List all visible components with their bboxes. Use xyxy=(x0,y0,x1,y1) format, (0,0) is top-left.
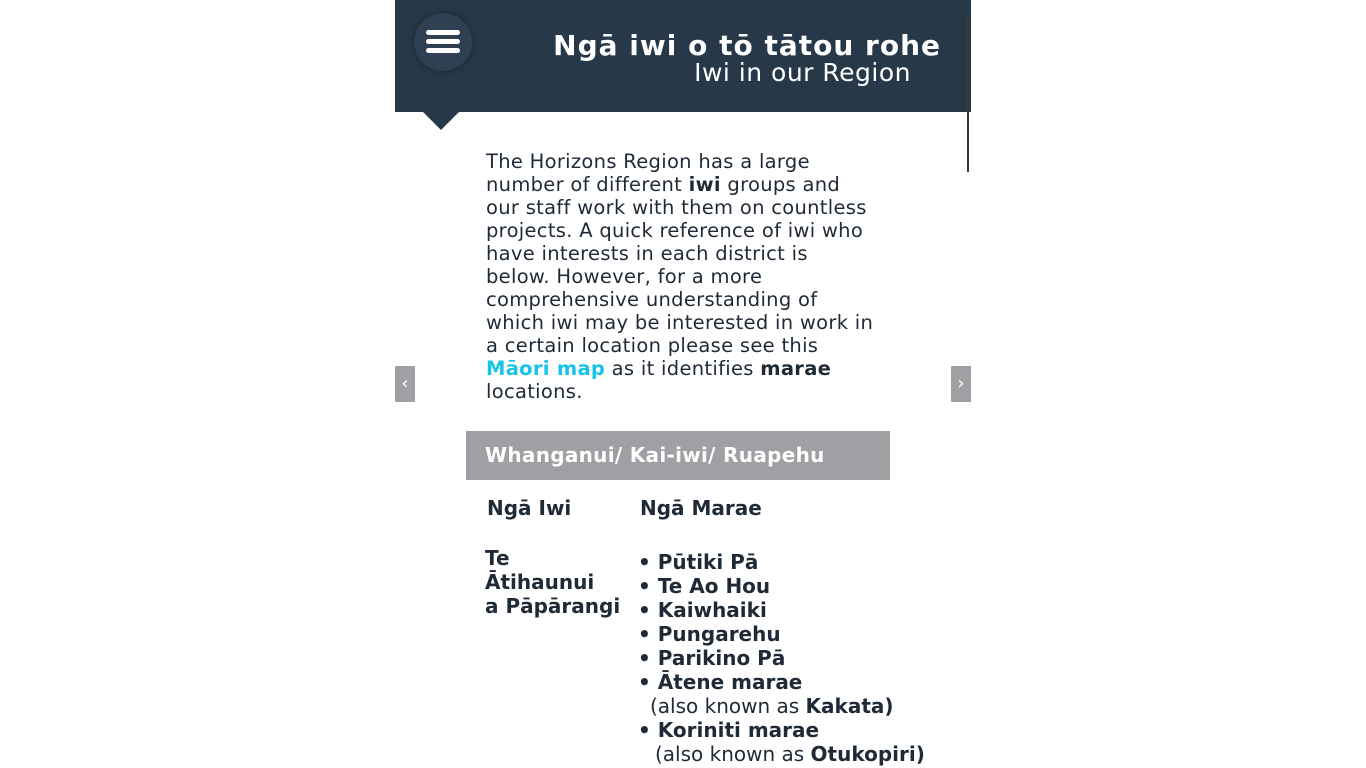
chevron-left-icon: ‹ xyxy=(401,373,409,394)
intro-text: as it identifies xyxy=(605,357,761,380)
page-subtitle: Iwi in our Region xyxy=(694,58,911,87)
page-viewer xyxy=(395,0,971,768)
marae-item: • Ātene marae xyxy=(638,670,803,694)
iwi-name-line: a Pāpārangi xyxy=(485,594,621,618)
intro-text: groups and our staff work with them on countless projects. A quick reference of iwi who have interests in each district is below. However, for a more comprehensive understanding of which iwi may be interested in work in a certain location please see this xyxy=(486,173,874,357)
hamburger-icon xyxy=(426,39,460,44)
iwi-column-heading: Ngā Iwi xyxy=(487,496,572,520)
intro-paragraph xyxy=(486,150,876,403)
marae-item-group xyxy=(638,718,925,766)
aka-prefix: (also known as xyxy=(650,694,806,718)
page-title: Ngā iwi o tō tātou rohe xyxy=(553,29,941,62)
marae-item: • Kaiwhaiki xyxy=(638,598,767,622)
marae-aka xyxy=(638,742,925,766)
page-header xyxy=(395,0,971,112)
prev-page-button[interactable] xyxy=(395,366,415,402)
marae-aka xyxy=(638,694,925,718)
marae-item: • Parikino Pā xyxy=(638,646,786,670)
iwi-name xyxy=(485,546,625,618)
marae-item: • Te Ao Hou xyxy=(638,574,771,598)
marae-item: • Koriniti marae xyxy=(638,718,820,742)
scrollbar[interactable] xyxy=(967,16,969,172)
maori-map-link[interactable]: Māori map xyxy=(486,357,606,380)
intro-text: locations. xyxy=(486,380,583,403)
marae-item: • Pūtiki Pā xyxy=(638,550,759,574)
marae-column-heading: Ngā Marae xyxy=(640,496,762,520)
district-heading: Whanganui/ Kai-iwi/ Ruapehu xyxy=(466,431,890,480)
marae-list xyxy=(638,550,925,766)
iwi-name-line: Te Ātihaunui xyxy=(485,546,595,594)
hamburger-icon xyxy=(426,30,460,35)
aka-name: Kakata) xyxy=(805,694,894,718)
aka-name: Otukopiri) xyxy=(810,742,925,766)
marae-item: • Pungarehu xyxy=(638,622,781,646)
menu-button[interactable] xyxy=(414,13,472,71)
intro-text: The Horizons Region has a large number of different xyxy=(486,150,810,196)
aka-prefix: (also known as xyxy=(655,742,811,766)
next-page-button[interactable] xyxy=(951,366,971,402)
hamburger-icon xyxy=(426,48,460,53)
intro-marae-term: marae xyxy=(760,357,832,380)
intro-iwi-term: iwi xyxy=(688,173,721,196)
marae-item-group xyxy=(638,670,925,718)
chevron-right-icon: › xyxy=(957,373,965,394)
header-pointer xyxy=(423,112,459,130)
